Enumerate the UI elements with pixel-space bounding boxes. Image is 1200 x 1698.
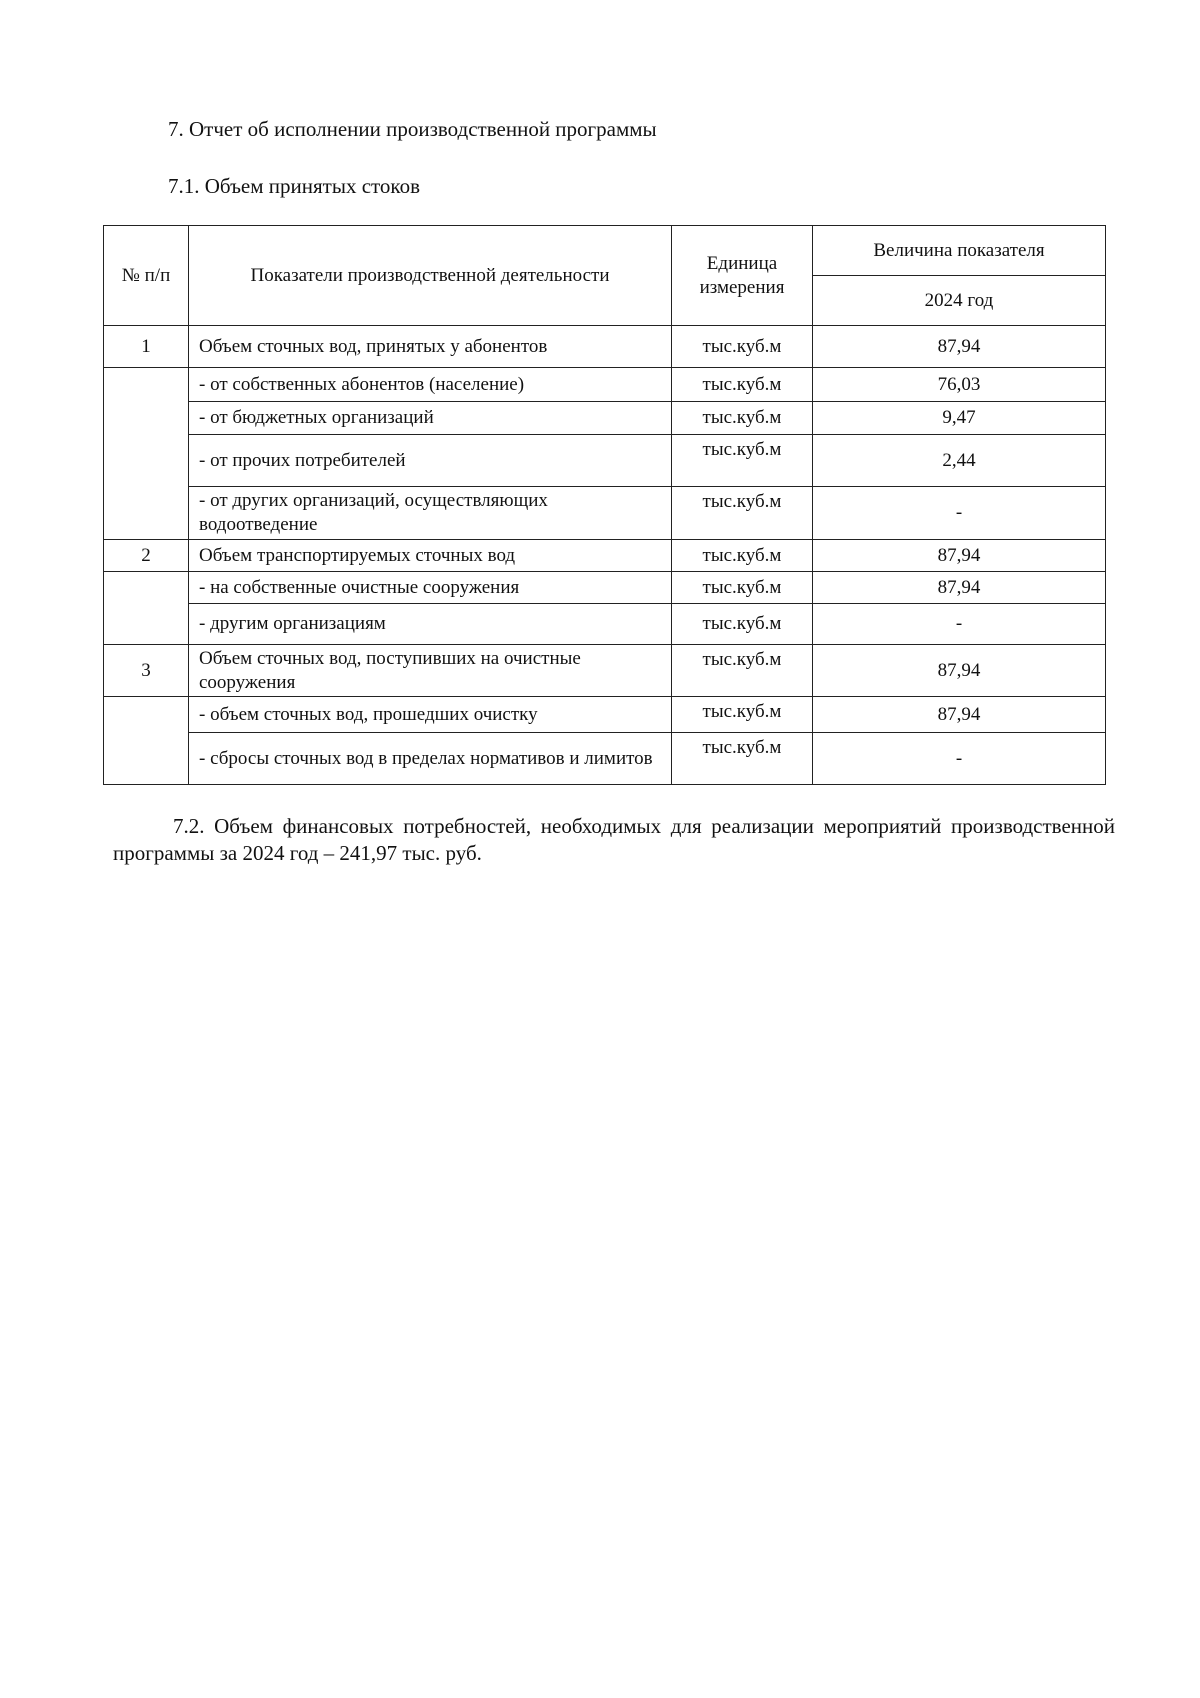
sewage-volume-table — [103, 225, 1106, 785]
row-name: Объем сточных вод, принятых у абонентов — [189, 326, 672, 368]
row-unit: тыс.куб.м — [672, 487, 813, 540]
table-row — [104, 326, 1106, 368]
table-row — [104, 487, 1106, 540]
row-name: - объем сточных вод, прошедших очистку — [189, 697, 672, 733]
row-unit: тыс.куб.м — [672, 326, 813, 368]
row-value: 87,94 — [813, 326, 1106, 368]
row-unit: тыс.куб.м — [672, 645, 813, 697]
header-unit: Единица измерения — [672, 226, 813, 326]
paragraph-financial-needs: 7.2. Объем финансовых потребностей, необходимых для реализации мероприятий производственной программы за 2024 год – 241,97 тыс. руб. — [113, 814, 1115, 865]
table-row — [104, 402, 1106, 435]
row-unit: тыс.куб.м — [672, 572, 813, 604]
table-row — [104, 604, 1106, 645]
row-name: - от других организаций, осуществляющих водоотведение — [189, 487, 672, 540]
row-num: 2 — [104, 540, 189, 572]
table-row — [104, 540, 1106, 572]
row-value: - — [813, 604, 1106, 645]
row-value: - — [813, 487, 1106, 540]
row-unit: тыс.куб.м — [672, 540, 813, 572]
row-name: - сбросы сточных вод в пределах нормативов и лимитов — [189, 733, 672, 785]
row-unit: тыс.куб.м — [672, 368, 813, 402]
row-num: 1 — [104, 326, 189, 368]
row-value: 87,94 — [813, 697, 1106, 733]
row-num-empty — [104, 368, 189, 540]
row-num: 3 — [104, 645, 189, 697]
row-name: - от прочих потребителей — [189, 435, 672, 487]
row-name: - на собственные очистные сооружения — [189, 572, 672, 604]
table-row — [104, 435, 1106, 487]
header-num: № п/п — [104, 226, 189, 326]
row-unit: тыс.куб.м — [672, 697, 813, 733]
row-num-empty — [104, 572, 189, 645]
row-value: - — [813, 733, 1106, 785]
row-value: 2,44 — [813, 435, 1106, 487]
header-year: 2024 год — [813, 276, 1106, 326]
row-unit: тыс.куб.м — [672, 402, 813, 435]
table-row — [104, 572, 1106, 604]
table-row — [104, 645, 1106, 697]
row-unit: тыс.куб.м — [672, 733, 813, 785]
row-name: Объем сточных вод, поступивших на очистные сооружения — [189, 645, 672, 697]
row-value: 9,47 — [813, 402, 1106, 435]
section-title: 7. Отчет об исполнении производственной программы — [168, 117, 657, 141]
row-name: - от собственных абонентов (население) — [189, 368, 672, 402]
row-unit: тыс.куб.м — [672, 604, 813, 645]
row-name: Объем транспортируемых сточных вод — [189, 540, 672, 572]
table-row — [104, 368, 1106, 402]
row-value: 87,94 — [813, 572, 1106, 604]
table-row — [104, 697, 1106, 733]
row-value: 76,03 — [813, 368, 1106, 402]
row-name: - от бюджетных организаций — [189, 402, 672, 435]
row-name: - другим организациям — [189, 604, 672, 645]
row-num-empty — [104, 697, 189, 785]
header-indicator: Показатели производственной деятельности — [189, 226, 672, 326]
table-row — [104, 733, 1106, 785]
row-value: 87,94 — [813, 645, 1106, 697]
row-unit: тыс.куб.м — [672, 435, 813, 487]
subsection-title: 7.1. Объем принятых стоков — [168, 174, 420, 198]
header-value-group: Величина показателя — [813, 226, 1106, 276]
row-value: 87,94 — [813, 540, 1106, 572]
